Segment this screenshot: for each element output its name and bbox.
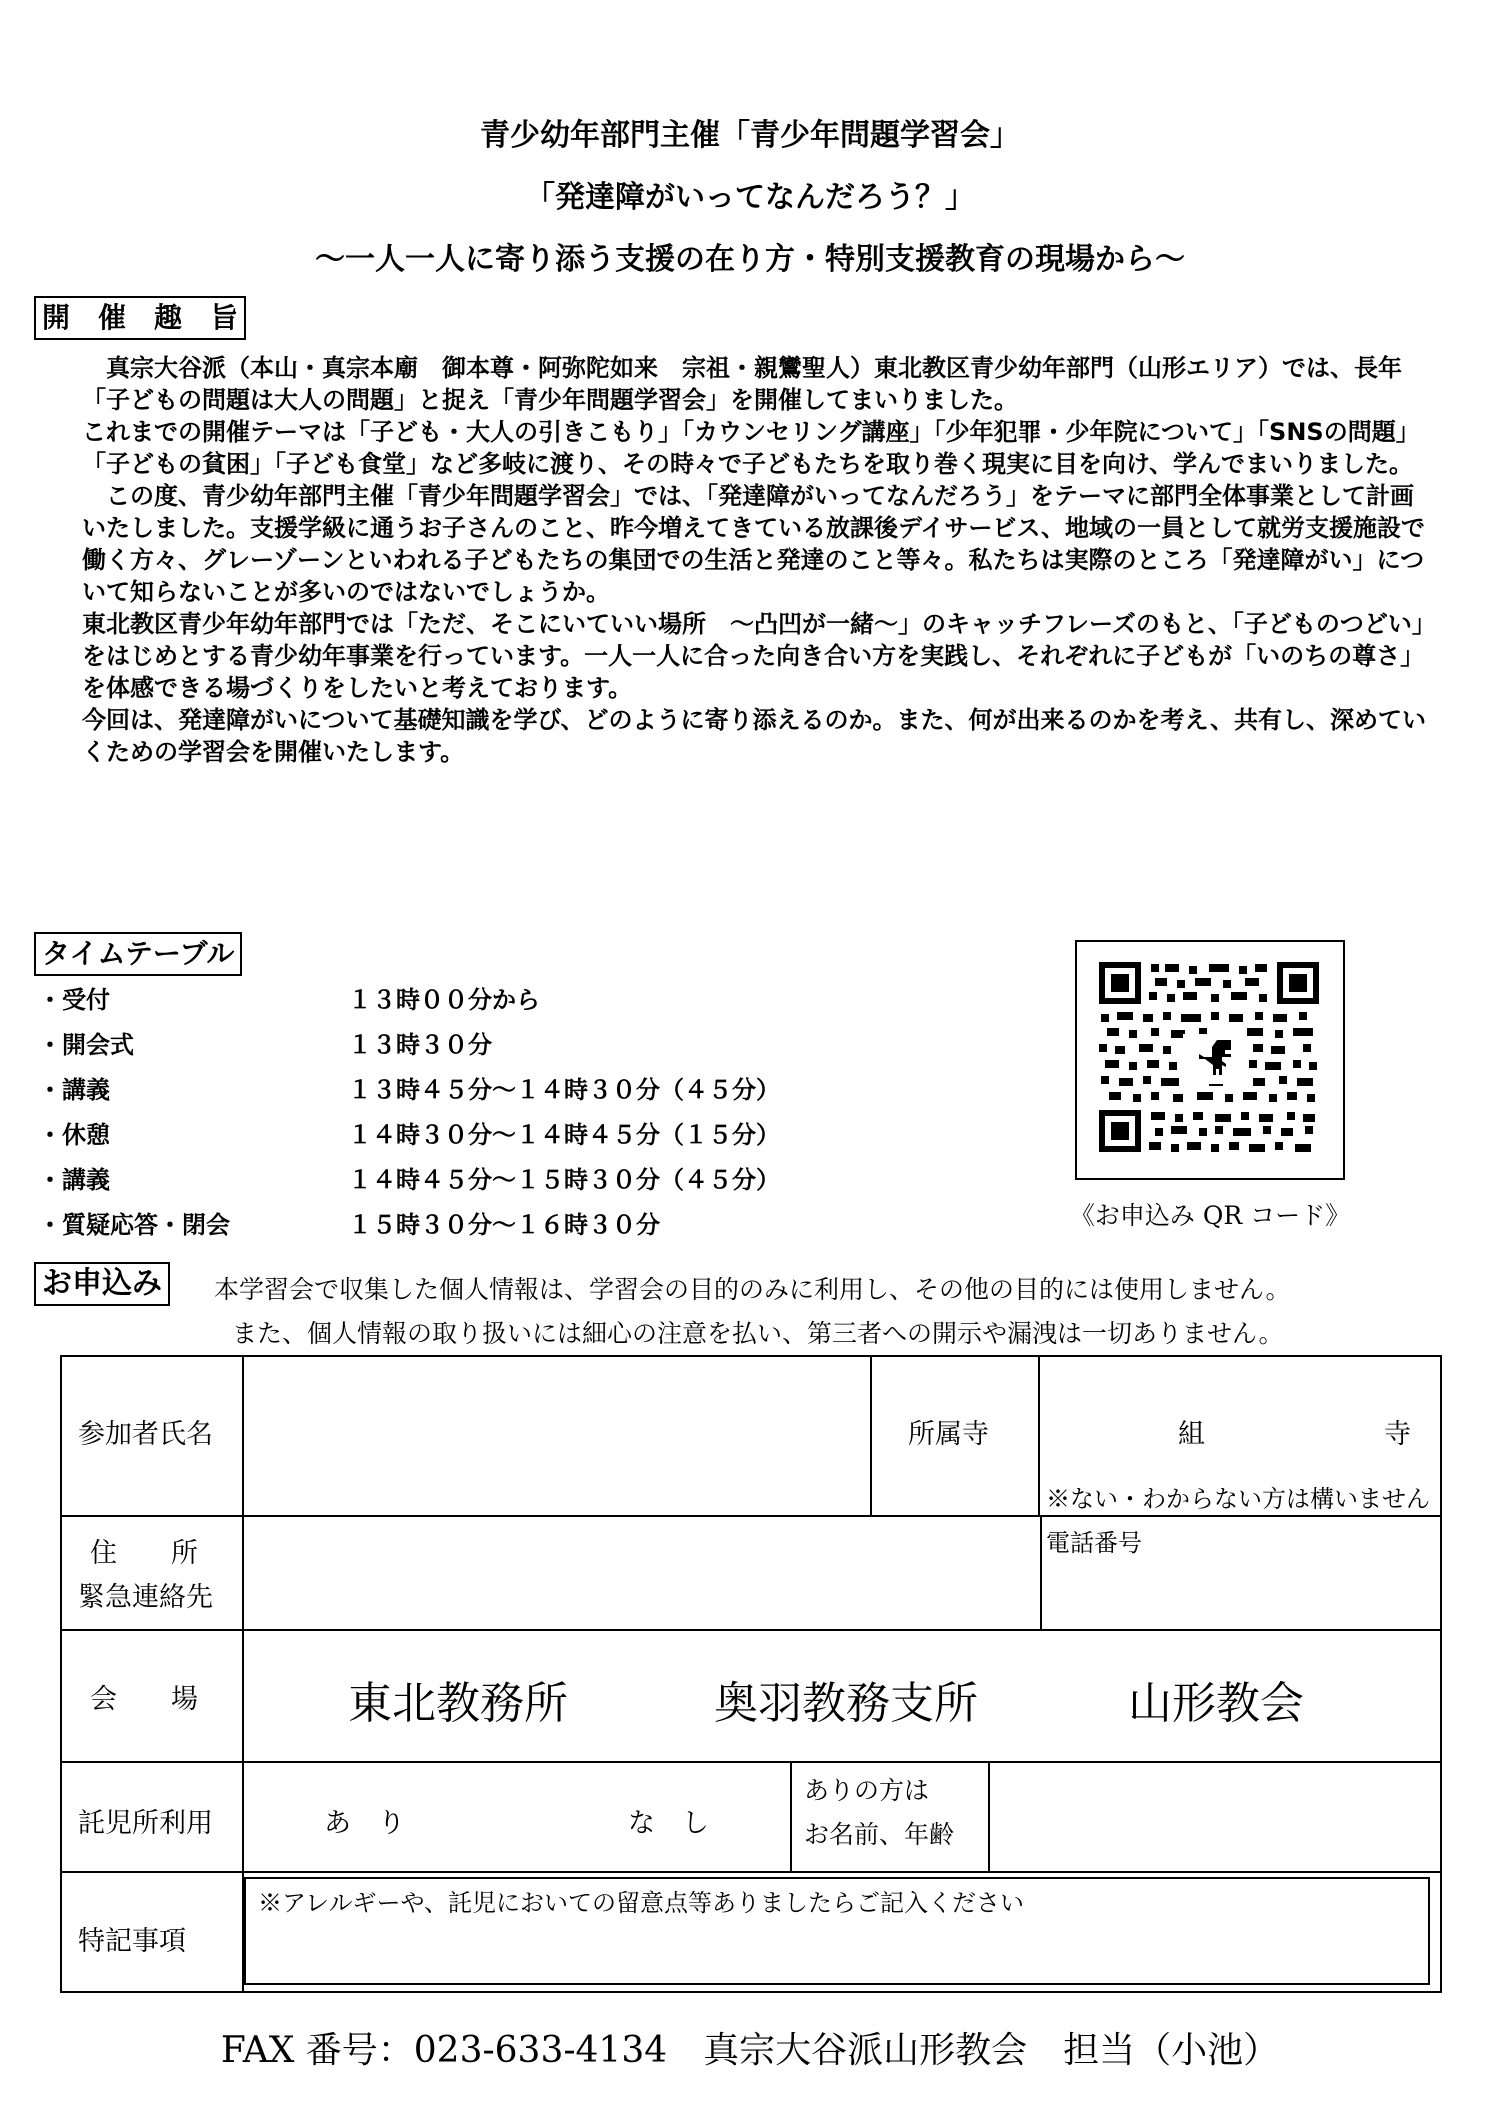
- temple-note: ※ない・わからない方は構いません: [1046, 1485, 1430, 1513]
- timetable-time: １３時３０分: [348, 1031, 492, 1059]
- childcare-note-2: お名前、年齢: [804, 1820, 955, 1849]
- emergency-contact-label: 緊急連絡先: [78, 1582, 213, 1613]
- purpose-paragraph: 東北教区青少年幼年部門では「ただ、そこにいていい場所 〜凸凹が一緒〜」のキャッチフレーズのもと、「子どものつどい」をはじめとする青少幼年事業を行っています。一人一人に合った向き合い方を実践し、それぞれに子どもが「いのちの尊さ」を体感できる場づくりをしたいと考えております。: [82, 610, 1425, 702]
- timetable-time: １３時００分から: [348, 986, 540, 1014]
- timetable-item: ・質疑応答・閉会: [38, 1211, 230, 1239]
- fax-contact-footer: FAX 番号：023-633-4134 真宗大谷派山形教会 担当（小池）: [220, 2030, 1280, 2071]
- childcare-label: 託児所利用: [78, 1808, 213, 1839]
- purpose-paragraph: 今回は、発達障がいについて基礎知識を学び、どのように寄り添えるのか。また、何が出来るのかを考え、共有し、深めていくための学習会を開催いたします。: [82, 706, 1426, 766]
- temple-label: 所属寺: [908, 1419, 989, 1450]
- timetable-item: ・講義: [38, 1166, 110, 1194]
- purpose-paragraph: これまでの開催テーマは「子ども・大人の引きこもり」「カウンセリング講座」「少年犯罪・少年院について」「SNSの問題」「子どもの貧困」「子ども食堂」など多岐に渡り、その時々で子どもたちを取り巻く現実に目を向け、学んでまいりました。: [82, 418, 1420, 478]
- phone-field[interactable]: [1042, 1553, 1438, 1629]
- special-notes-label: 特記事項: [78, 1926, 186, 1957]
- privacy-notice-2: また、個人情報の取り扱いには細心の注意を払い、第三者への開示や漏洩は一切ありません。: [232, 1319, 1284, 1348]
- timetable-item: ・受付: [38, 986, 110, 1014]
- application-label: お申込み: [34, 1262, 170, 1306]
- qr-code-frame: [1075, 940, 1345, 1180]
- childcare-no-option[interactable]: な し: [628, 1808, 709, 1839]
- phone-label: 電話番号: [1046, 1529, 1142, 1557]
- venue-option[interactable]: 奥羽教務支所: [714, 1678, 978, 1729]
- address-field[interactable]: [244, 1517, 1040, 1629]
- childcare-note-1: ありの方は: [804, 1776, 930, 1805]
- timetable-item: ・開会式: [38, 1031, 134, 1059]
- tera-label: 寺: [1384, 1419, 1411, 1450]
- venue-label: 会 場: [90, 1684, 198, 1715]
- name-field[interactable]: [244, 1357, 870, 1515]
- title-line-3: 〜一人一人に寄り添う支援の在り方・特別支援教育の現場から〜: [315, 242, 1185, 277]
- purpose-label: 開 催 趣 旨: [34, 296, 246, 340]
- timetable-item: ・休憩: [38, 1121, 110, 1149]
- timetable-time: １５時３０分〜１６時３０分: [348, 1211, 660, 1239]
- venue-option[interactable]: 山形教会: [1128, 1678, 1304, 1729]
- timetable-time: １３時４５分〜１４時３０分（４５分）: [348, 1076, 780, 1104]
- timetable-time: １４時４５分〜１５時３０分（４５分）: [348, 1166, 780, 1194]
- privacy-notice-1: 本学習会で収集した個人情報は、学習会の目的のみに利用し、その他の目的には使用しません。: [214, 1275, 1291, 1304]
- title-line-1: 青少幼年部門主催「青少年問題学習会」: [480, 118, 1020, 153]
- purpose-text: [82, 352, 1427, 768]
- qr-code[interactable]: [1099, 962, 1319, 1152]
- title-line-2: 「発達障がいってなんだろう？」: [525, 180, 975, 215]
- purpose-paragraph: 真宗大谷派（本山・真宗本廟 御本尊・阿弥陀如来 宗祖・親鸞聖人）東北教区青少幼年部門（山形エリア）では、長年「子どもの問題は大人の問題」と捉え「青少年問題学習会」を開催してまいりました。: [82, 354, 1402, 414]
- venue-option[interactable]: 東北教務所: [348, 1678, 568, 1729]
- timetable-item: ・講義: [38, 1076, 110, 1104]
- application-form: [60, 1355, 1442, 1993]
- purpose-paragraph: この度、青少幼年部門主催「青少年問題学習会」では、「発達障がいってなんだろう」をテーマに部門全体事業として計画いたしました。支援学級に通うお子さんのこと、昨今増えてきている放課後デイサービス、地域の一員として就労支援施設で働く方々、グレーゾーンといわれる子どもたちの集団での生活と発達のこと等々。私たちは実際のところ「発達障がい」について知らないことが多いのではないでしょうか。: [82, 482, 1426, 606]
- kumi-label: 組: [1178, 1419, 1205, 1450]
- address-label: 住 所: [90, 1538, 198, 1569]
- childcare-yes-option[interactable]: あ り: [324, 1808, 405, 1839]
- childcare-details-field[interactable]: [990, 1763, 1438, 1871]
- timetable-label: タイムテーブル: [34, 932, 242, 976]
- temple-field[interactable]: [1040, 1357, 1438, 1477]
- qr-caption: 《お申込み QR コード》: [1069, 1201, 1351, 1230]
- special-notes-hint: ※アレルギーや、託児においての留意点等ありましたらご記入ください: [258, 1889, 1024, 1917]
- timetable-time: １４時３０分〜１４時４５分（１５分）: [348, 1121, 780, 1149]
- name-label: 参加者氏名: [78, 1419, 213, 1450]
